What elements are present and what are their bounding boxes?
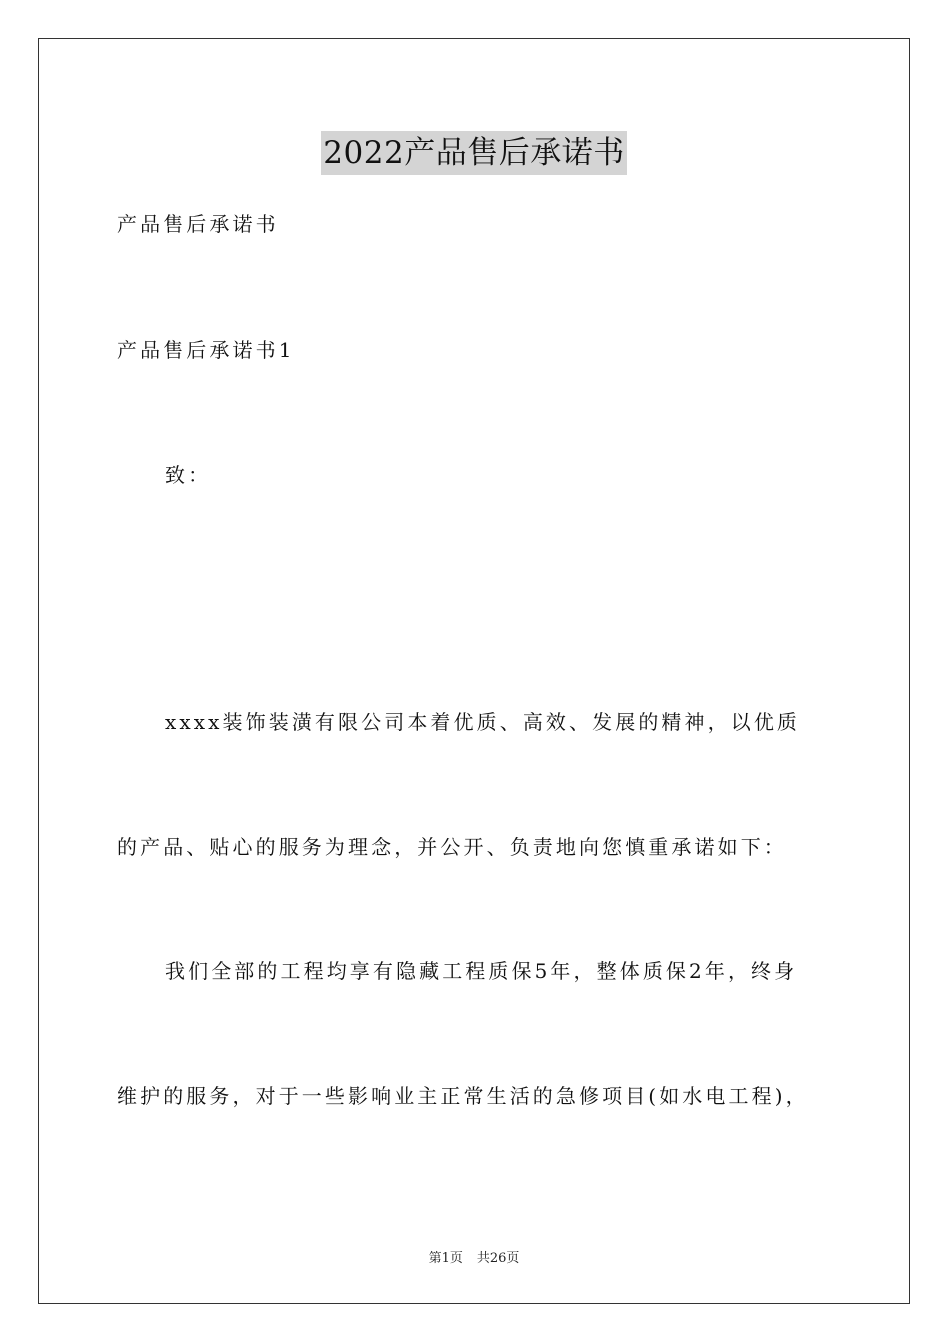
- paragraph-1-line-2: 的产品、贴心的服务为理念，并公开、负责地向您慎重承诺如下：: [117, 835, 787, 859]
- document-page: [38, 38, 910, 1304]
- page-number: 第1页: [428, 1251, 463, 1266]
- paragraph-2-line-1: 我们全部的工程均享有隐藏工程质保5年，整体质保2年，终身: [165, 959, 798, 983]
- salutation: 致：: [165, 463, 212, 487]
- document-title-wrapper: [39, 131, 909, 175]
- paragraph-2-line-2: 维护的服务，对于一些影响业主正常生活的急修项目(如水电工程)，: [117, 1084, 809, 1108]
- paragraph-1-line-1: xxxx装饰装潢有限公司本着优质、高效、发展的精神，以优质: [165, 710, 801, 734]
- document-title: 2022产品售后承诺书: [321, 131, 626, 175]
- page-footer: [39, 1250, 909, 1268]
- section-heading: 产品售后承诺书1: [117, 338, 295, 362]
- document-subtitle: 产品售后承诺书: [117, 212, 279, 236]
- page-total: 共26页: [476, 1251, 520, 1266]
